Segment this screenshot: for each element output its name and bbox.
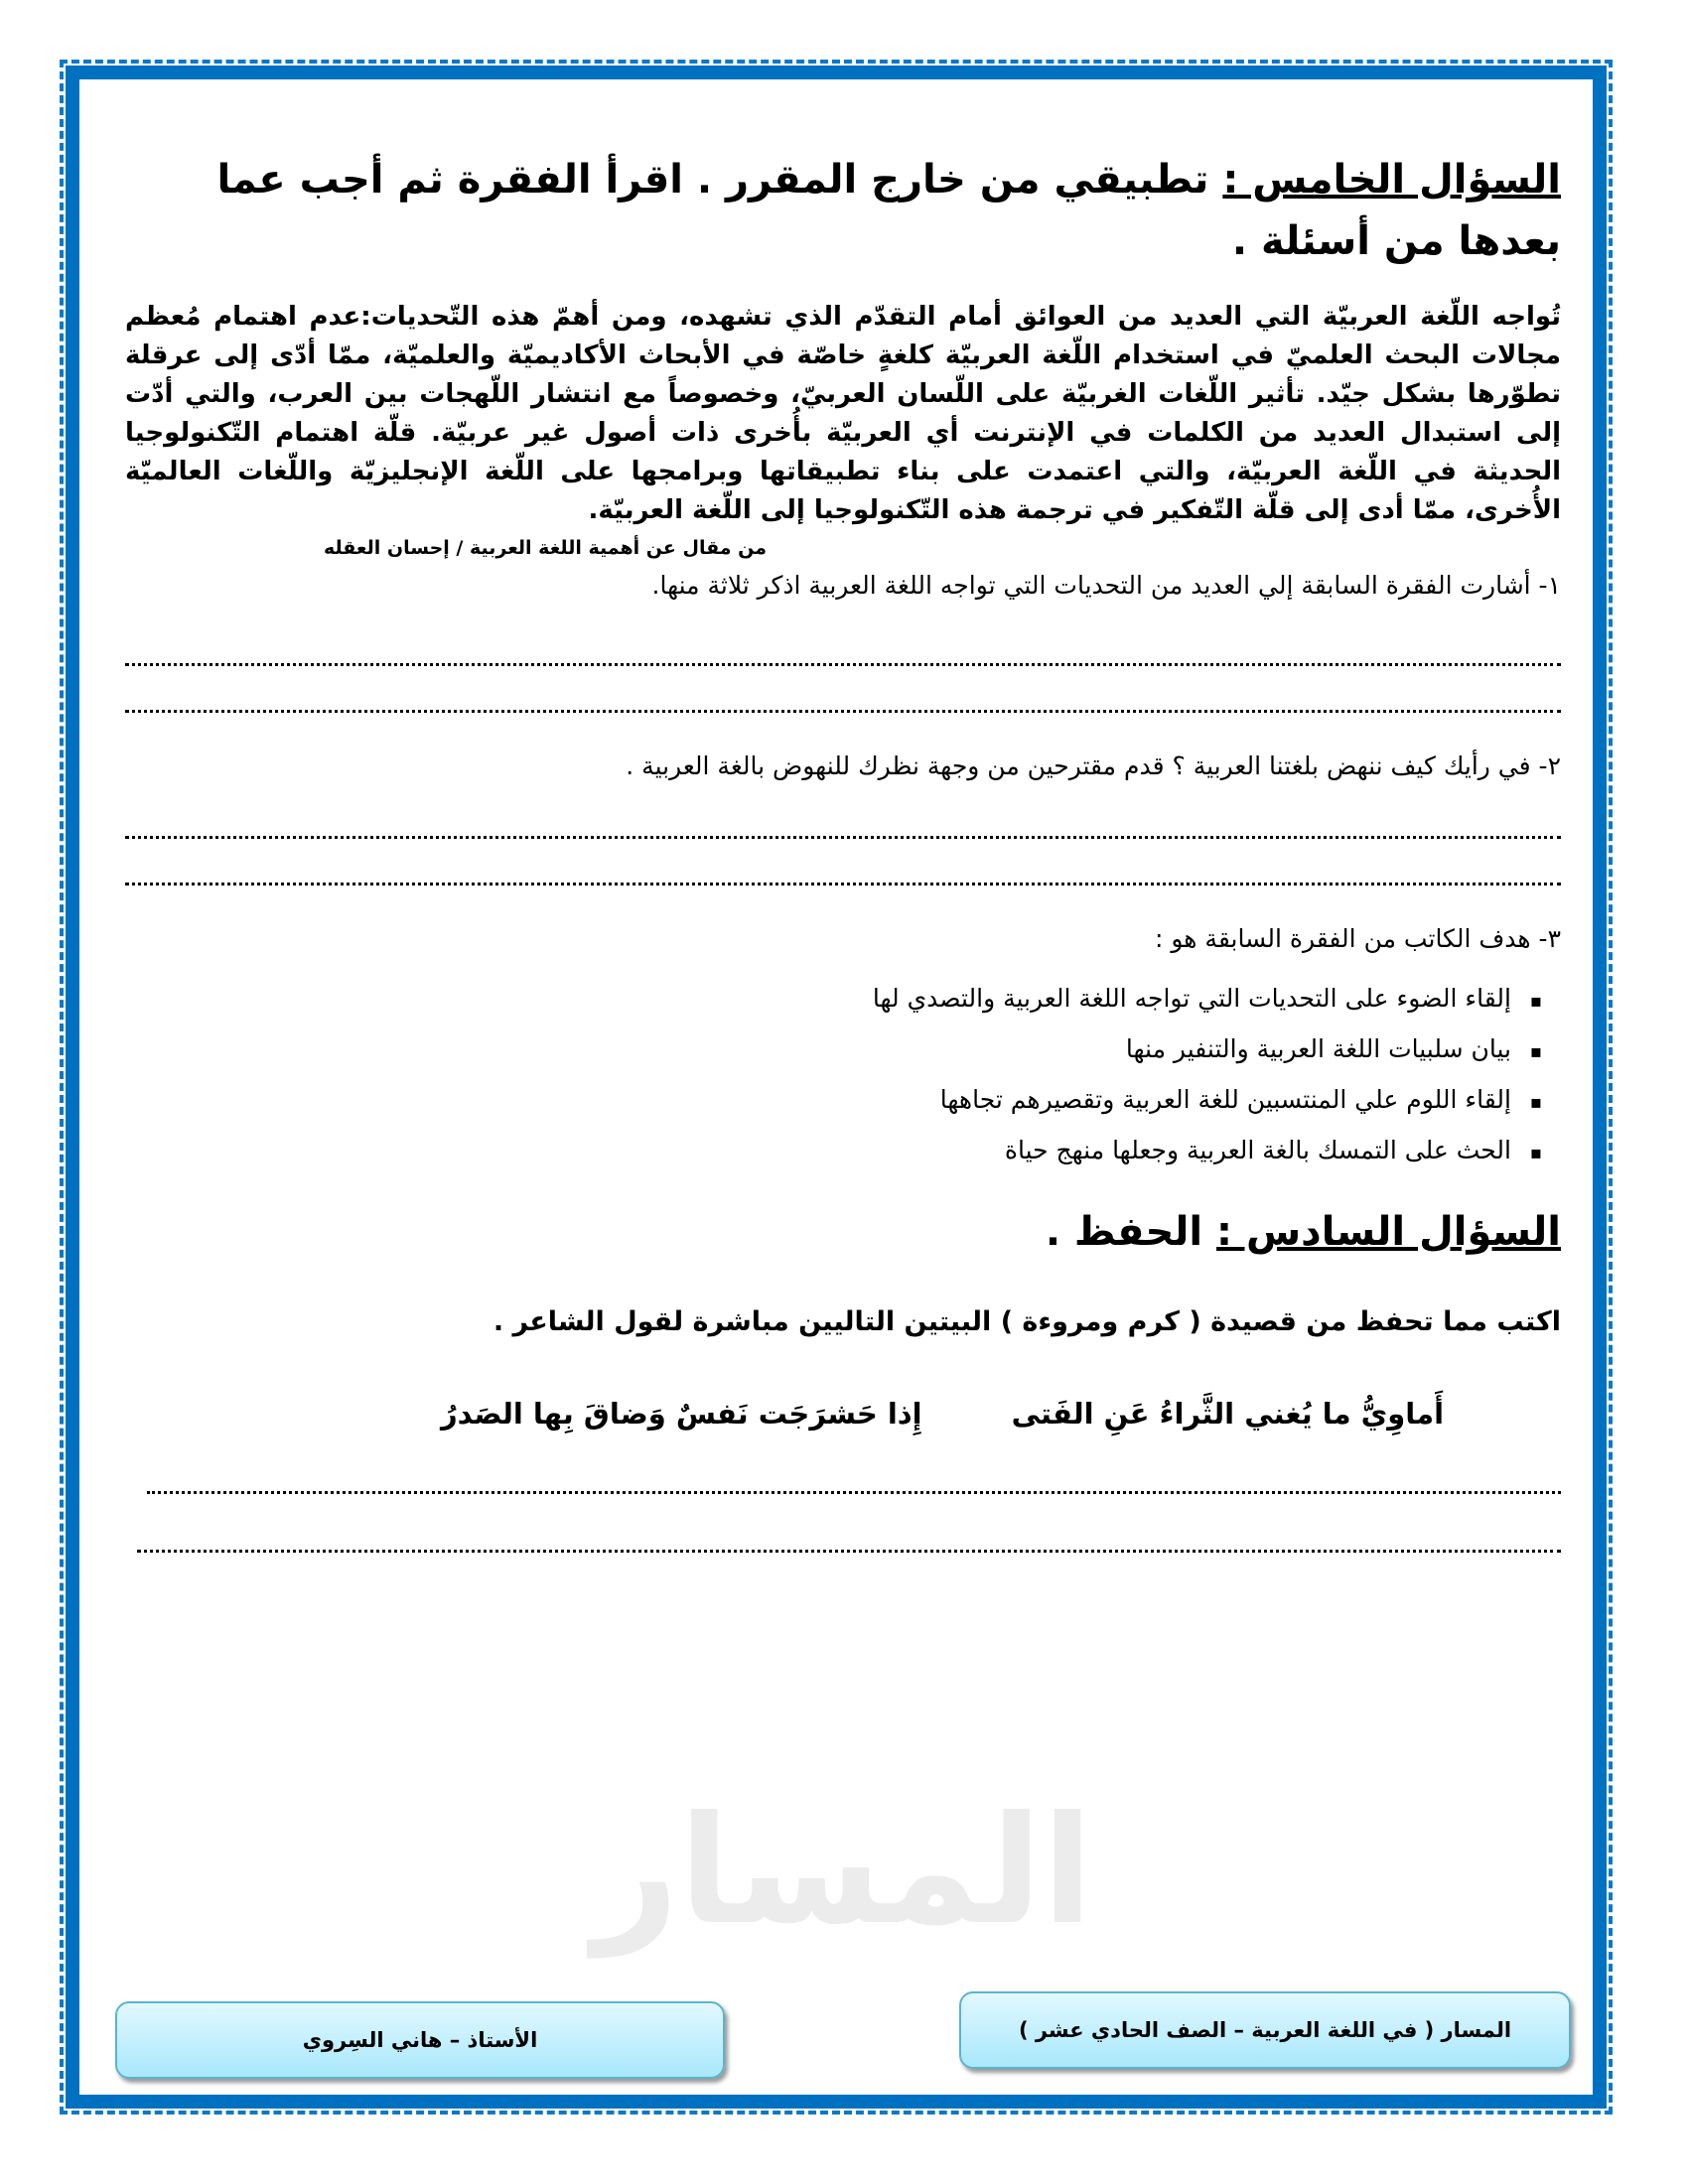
worksheet-content [125, 149, 1561, 1553]
teacher-label: الأستاذ – هاني السِروي [302, 2028, 538, 2052]
question-1: ١- أشارت الفقرة السابقة إلي العديد من التحديات التي تواجه اللغة العربية اذكر ثلاثة منها. [651, 571, 1561, 600]
passage: تُواجه اللّغة العربيّة التي العديد من العوائق أمام التقدّم الذي تشهده، ومن أهمّ هذه التّحديات:عدم اهتمام مُعظم مجالات البحث العلميّ في استخدام اللّغة العربيّة كلغةٍ خاصّة في الأبحاث الأكاديميّة والعلميّة، ممّا أدّى إلى عرقلة تطوّرها بشكل جيّد. تأثير اللّغات الغربيّة على اللّسان العربيّ، وخصوصاً مع انتشار اللّهجات بين العرب، والتي أدّت إلى استبدال العديد من الكلمات في الإنترنت أي العربيّة بأُخرى ذات أصول غير عربيّة. قلّة اهتمام التّكنولوجيا الحديثة في اللّغة العربيّة، والتي اعتمدت على بناء تطبيقاتها وبرامجها على اللّغة الإنجليزيّة واللّغات العالميّة الأُخرى، ممّا أدى إلى قلّة التّفكير في ترجمة هذه التّكنولوجيا إلى اللّغة العربيّة. [125, 302, 1561, 525]
option-item[interactable]: ▪ إلقاء الضوء على التحديات التي تواجه اللغة العربية والتصدي لها [125, 975, 1491, 1025]
q5-label: السؤال الخامس : [1222, 157, 1561, 203]
option-item[interactable]: ▪ إلقاء اللوم علي المنتسبين للغة العربية وتقصيرهم تجاهها [125, 1076, 1491, 1127]
answer-line[interactable] [147, 1491, 1561, 1494]
answer-line[interactable] [125, 836, 1561, 839]
verse-first-half: أَماوِيُّ ما يُغني الثَّراءُ عَنِ الفَتى [1011, 1397, 1445, 1431]
answer-line[interactable] [125, 710, 1561, 713]
passage-source: من مقال عن أهمية اللغة العربية / إحسان العقله [323, 537, 767, 559]
course-label: المسار ( في اللغة العربية – الصف الحادي عشر ) [1018, 2018, 1512, 2042]
teacher-label-box [115, 2001, 725, 2079]
course-label-box [959, 1991, 1571, 2069]
verse [125, 1392, 1561, 1435]
options-list [125, 975, 1561, 1177]
q6-label: السؤال السادس : [1216, 1209, 1561, 1255]
answer-line[interactable] [125, 663, 1561, 666]
option-item[interactable]: ▪ الحث على التمسك بالغة العربية وجعلها منهج حياة [125, 1127, 1491, 1177]
question-2: ٢- في رأيك كيف ننهض بلغتنا العربية ؟ قدم مقترحين من وجهة نظرك للنهوض بالغة العربية . [626, 751, 1561, 780]
q6-title: الحفظ . [1045, 1209, 1217, 1255]
option-item[interactable]: ▪ بيان سلبيات اللغة العربية والتنفير منها [125, 1025, 1491, 1076]
answer-line[interactable] [125, 883, 1561, 886]
q6-heading [125, 1201, 1561, 1263]
q6-instruction: اكتب مما تحفظ من قصيدة ( كرم ومروءة ) البيتين التاليين مباشرة لقول الشاعر . [492, 1306, 1561, 1337]
verse-second-half: إِذا حَشرَجَت نَفسٌ وَضاقَ بِها الصَدرُ [440, 1397, 922, 1431]
question-3: ٣- هدف الكاتب من الفقرة السابقة هو : [1155, 924, 1561, 953]
q5-title: تطبيقي من خارج المقرر . اقرأ الفقرة ثم أجب عما بعدها من أسئلة . [216, 157, 1561, 264]
answer-line[interactable] [137, 1550, 1561, 1553]
q5-heading [125, 149, 1561, 272]
watermark: المسار [593, 1785, 1093, 1958]
